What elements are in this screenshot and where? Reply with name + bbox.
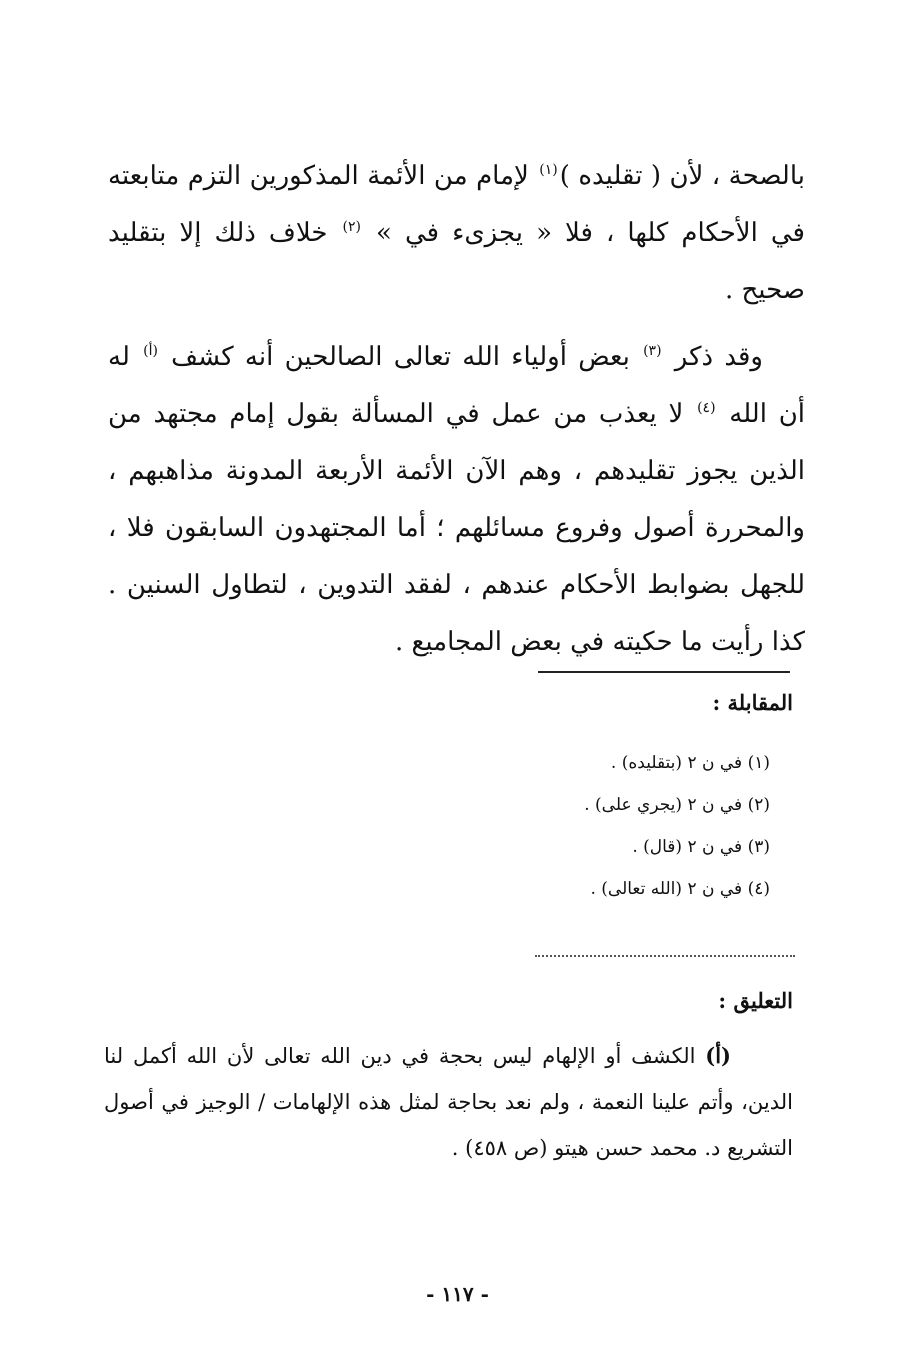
text-run: بعض أولياء الله تعالى الصالحين أنه كشف	[159, 342, 642, 372]
dotted-divider	[535, 955, 795, 957]
variants-list	[584, 742, 770, 910]
footnote-ref-3: (٣)	[643, 343, 662, 359]
list-item	[584, 742, 770, 784]
variant-note-2: (٢) في ن ٢ (يجري على) .	[584, 795, 770, 815]
variant-note-3: (٣) في ن ٢ (قال) .	[632, 837, 770, 857]
commentary-note	[104, 1033, 793, 1171]
variants-heading: المقابلة :	[712, 690, 793, 715]
notes-heading: التعليق :	[718, 988, 793, 1013]
text-run: لإمام من الأئمة المذكورين التزم متابعته في الأحكام كلها ، فلا « يجزىء في »	[108, 161, 805, 248]
page-number: - ١١٧ -	[426, 1282, 489, 1306]
footnote-ref-1: (١)	[539, 162, 558, 178]
text-run: له أن الله	[108, 342, 806, 429]
text-run: وقد ذكر	[663, 342, 763, 372]
paragraph-1	[108, 148, 805, 319]
text-run: بالصحة ، لأن ( تقليده )	[559, 161, 805, 191]
main-text	[108, 148, 805, 671]
paragraph-2	[108, 329, 805, 671]
commentary-ref-a: (أ)	[143, 343, 158, 359]
variant-note-4: (٤) في ن ٢ (الله تعالى) .	[590, 879, 770, 899]
footnote-divider	[538, 671, 790, 673]
commentary-text: الكشف أو الإلهام ليس بحجة في دين الله تعالى لأن الله أكمل لنا الدين، وأتم علينا النعمة ، ولم نعد بحاجة لمثل هذه الإلهامات / الوجيز في أصول التشريع د. محمد حسن هيتو (ص ٤٥٨) .	[104, 1044, 793, 1160]
list-item	[584, 868, 770, 910]
list-item	[584, 826, 770, 868]
footnote-ref-2: (٢)	[342, 219, 361, 235]
list-item	[584, 784, 770, 826]
commentary-mark: (أ)	[705, 1043, 731, 1068]
variant-note-1: (١) في ن ٢ (بتقليده) .	[610, 753, 770, 773]
text-run: خلاف ذلك إلا بتقليد صحيح .	[108, 218, 805, 305]
footnote-ref-4: (٤)	[697, 400, 716, 416]
text-run: لا يعذب من عمل في المسألة بقول إمام مجتهد من الذين يجوز تقليدهم ، وهم الآن الأئمة الأربعة المدونة مذاهبهم ، والمحررة أصول وفروع مسائلهم ؛ أما المجتهدون السابقون فلا ، للجهل بضوابط الأحكام عندهم ، لفقد التدوين ، لتطاول السنين . كذا رأيت ما حكيته في بعض المجاميع .	[108, 399, 805, 657]
